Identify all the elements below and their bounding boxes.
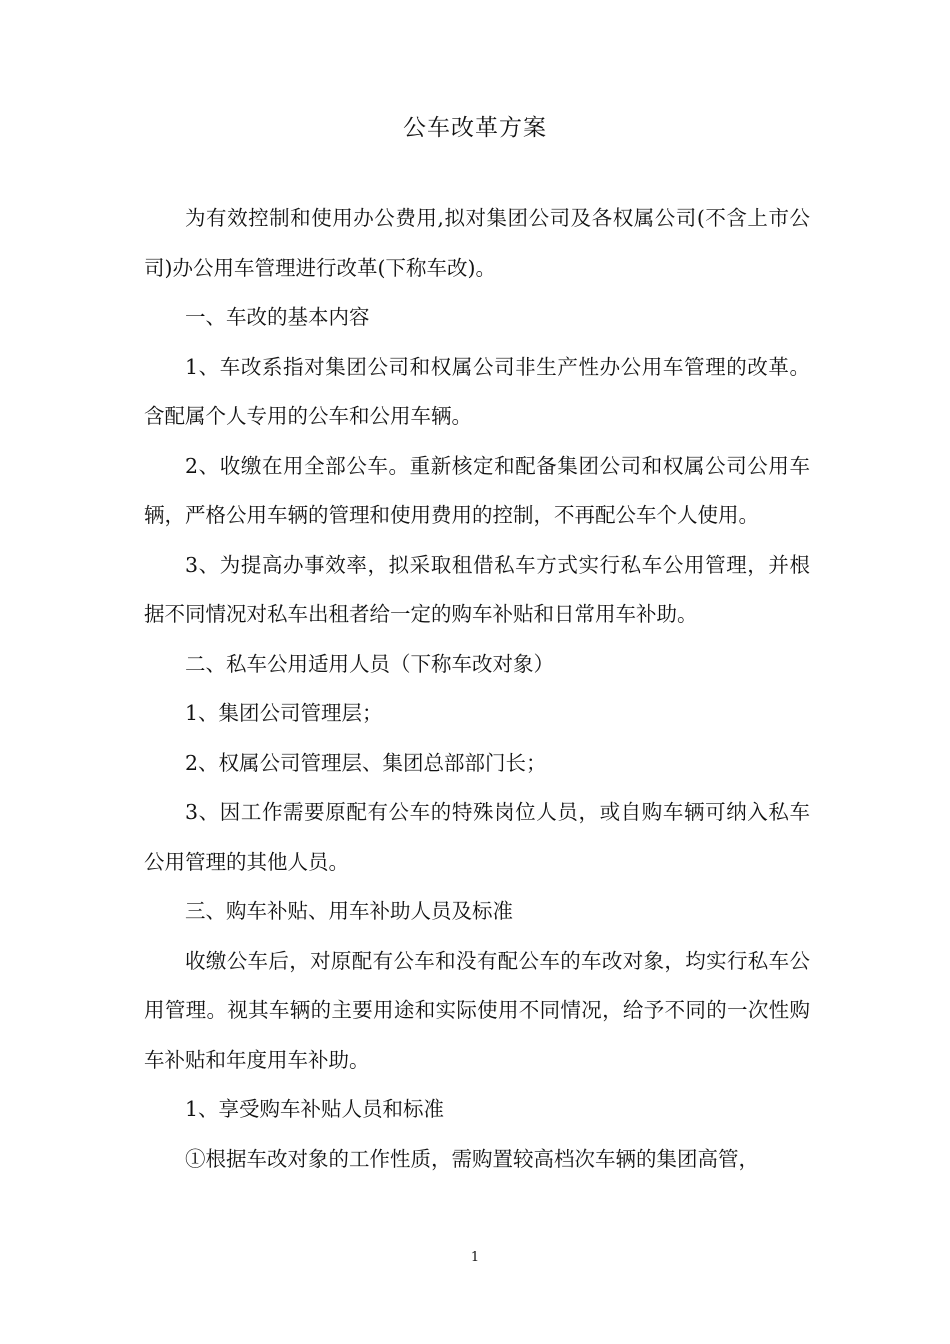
paragraph-2-1: 1、集团公司管理层； [185, 701, 383, 725]
paragraph-3-1-1: ①根据车改对象的工作性质，需购置较高档次车辆的集团高管， [185, 1146, 759, 1171]
page-number: 1 [470, 1250, 480, 1265]
paragraph-1-1: 1、车改系指对集团公司和权属公司非生产性办公用车管理的改革。含配属个人专用的公车和公用车辆。 [144, 354, 810, 428]
section-heading-2: 二、私车公用适用人员（下称车改对象） [185, 651, 554, 676]
document-body [144, 194, 810, 1184]
paragraph-2-3: 3、因工作需要原配有公车的特殊岗位人员，或自购车辆可纳入私车公用管理的其他人员。 [144, 800, 810, 874]
subsection-heading-3-1: 1、享受购车补贴人员和标准 [185, 1097, 445, 1121]
document-title: 公车改革方案 [403, 115, 547, 141]
paragraph-intro: 为有效控制和使用办公费用,拟对集团公司及各权属公司(不含上市公司)办公用车管理进行改革(下称车改)。 [144, 206, 810, 280]
paragraph-1-3: 3、为提高办事效率，拟采取租借私车方式实行私车公用管理，并根据不同情况对私车出租者给一定的购车补贴和日常用车补助。 [144, 552, 810, 626]
section-heading-1: 一、车改的基本内容 [185, 305, 370, 329]
paragraph-1-2: 2、收缴在用全部公车。重新核定和配备集团公司和权属公司公用车辆，严格公用车辆的管理和使用费用的控制，不再配公车个人使用。 [144, 453, 810, 527]
section-heading-3: 三、购车补贴、用车补助人员及标准 [185, 899, 513, 923]
paragraph-3-intro: 收缴公车后，对原配有公车和没有配公车的车改对象，均实行私车公用管理。视其车辆的主要用途和实际使用不同情况，给予不同的一次性购车补贴和年度用车补助。 [144, 948, 810, 1072]
paragraph-2-2: 2、权属公司管理层、集团总部部门长； [185, 750, 547, 775]
